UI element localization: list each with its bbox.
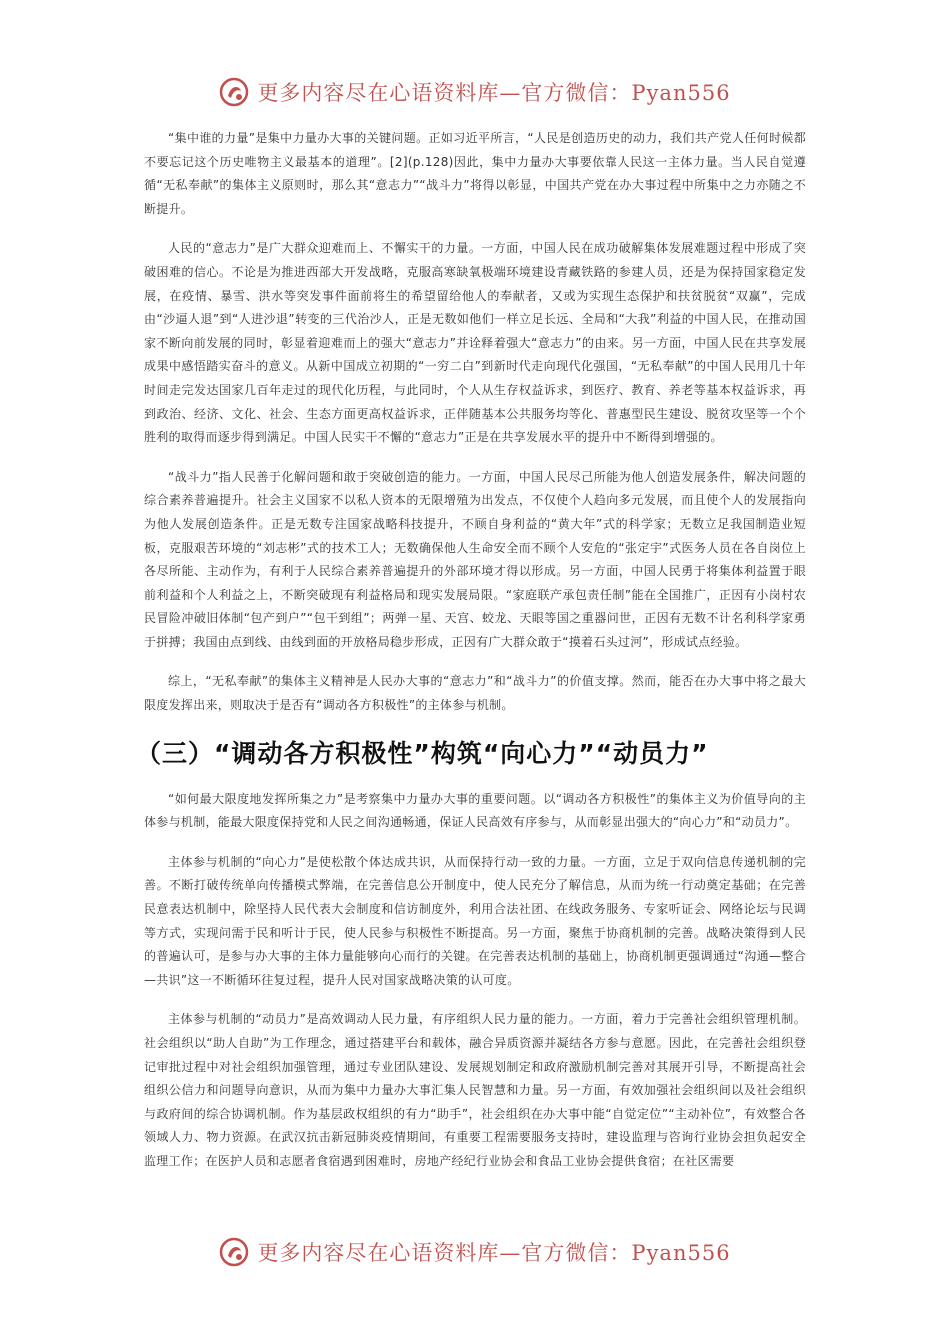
paragraph: “如何最大限度地发挥所集之力”是考察集中力量办大事的重要问题。以“调动各方积极性”的集体主义为价值导向的主体参与机制，能最大限度保持党和人民之间沟通畅通，保证人民高效有序参与，从而彰显出强大的“向心力”和“动员力”。 xyxy=(144,791,806,830)
document-body xyxy=(136,127,806,1190)
paragraph: “战斗力”指人民善于化解问题和敢于突破创造的能力。一方面，中国人民尽己所能为他人创造发展条件，解决问题的综合素养普遍提升。社会主义国家不以私人资本的无限增殖为出发点，不仅使个人趋向多元发展，而且使个人的发展指向为他人发展创造条件。正是无数专注国家战略科技提升，不顾自身利益的“黄大年”式的科学家；无数立足我国制造业短板，克服艰苦环境的“刘志彬”式的技术工人；无数确保他人生命安全而不顾个人安危的“张定宇”式医务人员在各自岗位上各尽所能、主动作为，有利于人民综合素养普遍提升的外部环境才得以形成。另一方面，中国人民勇于将集体利益置于眼前利益和个人利益之上，不断突破现有利益格局和现实发展局限。“家庭联产承包责任制”能在全国推广，正因有小岗村农民冒险冲破旧体制“包产到户”“包干到组”；两弹一星、天宫、蛟龙、天眼等国之重器问世，正因有无数不计名利科学家勇于拼搏；我国由点到线、由线到面的开放格局稳步形成，正因有广大群众敢于“摸着石头过河”，形成试点经验。 xyxy=(144,469,806,649)
footer-banner-text: 更多内容尽在心语资料库—官方微信：Pyan556 xyxy=(257,1241,731,1265)
seal-logo-icon xyxy=(219,77,249,107)
paragraph: 人民的“意志力”是广大群众迎难而上、不懈实干的力量。一方面，中国人民在成功破解集体发展难题过程中形成了突破困难的信心。不论是为推进西部大开发战略，克服高寒缺氧极端环境建设青藏铁路的参建人员，还是为保持国家稳定发展，在疫情、暴雪、洪水等突发事件面前将生的希望留给他人的奉献者，又或为实现生态保护和扶贫脱贫“双赢”，完成由“沙逼人退”到“人进沙退”转变的三代治沙人，正是无数如他们一样立足长远、全局和“大我”利益的中国人民，在推动国家不断向前发展的同时，彰显着迎难而上的强大“意志力”并诠释着强大“意志力”的由来。另一方面，中国人民在共享发展成果中感悟踏实奋斗的意义。从新中国成立初期的“一穷二白”到新时代走向现代化强国，“无私奉献”的中国人民用几十年时间走完发达国家几百年走过的现代化历程，与此同时，个人从生存权益诉求，到医疗、教育、养老等基本权益诉求，再到政治、经济、文化、社会、生态方面更高权益诉求，正伴随基本公共服务均等化、普惠型民生建设、脱贫攻坚等一个个胜利的取得而逐步得到满足。中国人民实干不懈的“意志力”正是在共享发展水平的提升中不断得到增强的。 xyxy=(144,241,806,445)
paragraph: 主体参与机制的“动员力”是高效调动人民力量，有序组织人民力量的能力。一方面，着力于完善社会组织管理机制。社会组织以“助人自助”为工作理念，通过搭建平台和载体，融合异质资源并凝结各方参与意愿。因此，在完善社会组织登记审批过程中对社会组织加强管理，通过专业团队建设、发展规划制定和政府激励机制完善对其展开引导，不断提高社会组织公信力和问题导向意识，从而为集中力量办大事汇集人民智慧和力量。另一方面，有效加强社会组织间以及社会组织与政府间的综合协调机制。作为基层政权组织的有力“助手”，社会组织在办大事中能“自觉定位”“主动补位”，有效整合各领域人力、物力资源。在武汉抗击新冠肺炎疫情期间，有重要工程需要服务支持时，建设监理与咨询行业协会担负起安全监理工作；在医护人员和志愿者食宿遇到困难时，房地产经纪行业协会和食品工业协会提供食宿；在社区需要 xyxy=(144,1012,806,1168)
header-banner xyxy=(0,72,950,112)
paragraph: “集中谁的力量”是集中力量办大事的关键问题。正如习近平所言，“人民是创造历史的动力，我们共产党人任何时候都不要忘记这个历史唯物主义最基本的道理”。[2](p.128)因此，集中力量办大事要依靠人民这一主体力量。当人民自觉遵循“无私奉献”的集体主义原则时，那么其“意志力”“战斗力”将得以彰显，中国共产党在办大事过程中所集中之力亦随之不断提升。 xyxy=(144,131,806,216)
paragraph: 主体参与机制的“向心力”是使松散个体达成共识，从而保持行动一致的力量。一方面，立足于双向信息传递机制的完善。不断打破传统单向传播模式弊端，在完善信息公开制度中，使人民充分了解信息，从而为统一行动奠定基础；在完善民意表达机制中，除坚持人民代表大会制度和信访制度外，利用合法社团、在线政务服务、专家听证会、网络论坛与民调等方式，实现问需于民和听计于民，使人民参与积极性不断提高。另一方面，聚焦于协商机制的完善。战略决策得到人民的普遍认可，是参与办大事的主体力量能够向心而行的关键。在完善表达机制的基础上，协商机制更强调通过“沟通—整合—共识”这一不断循环往复过程，提升人民对国家战略决策的认可度。 xyxy=(144,854,806,987)
footer-banner xyxy=(0,1232,950,1272)
header-banner-text: 更多内容尽在心语资料库—官方微信：Pyan556 xyxy=(257,81,731,105)
paragraph: 综上，“无私奉献”的集体主义精神是人民办大事的“意志力”和“战斗力”的价值支撑。然而，能否在办大事中将之最大限度发挥出来，则取决于是否有“调动各方积极性”的主体参与机制。 xyxy=(144,674,806,713)
section-heading: （三）“调动各方积极性”构筑“向心力”“动员力” xyxy=(136,738,709,768)
seal-logo-icon xyxy=(219,1237,249,1267)
